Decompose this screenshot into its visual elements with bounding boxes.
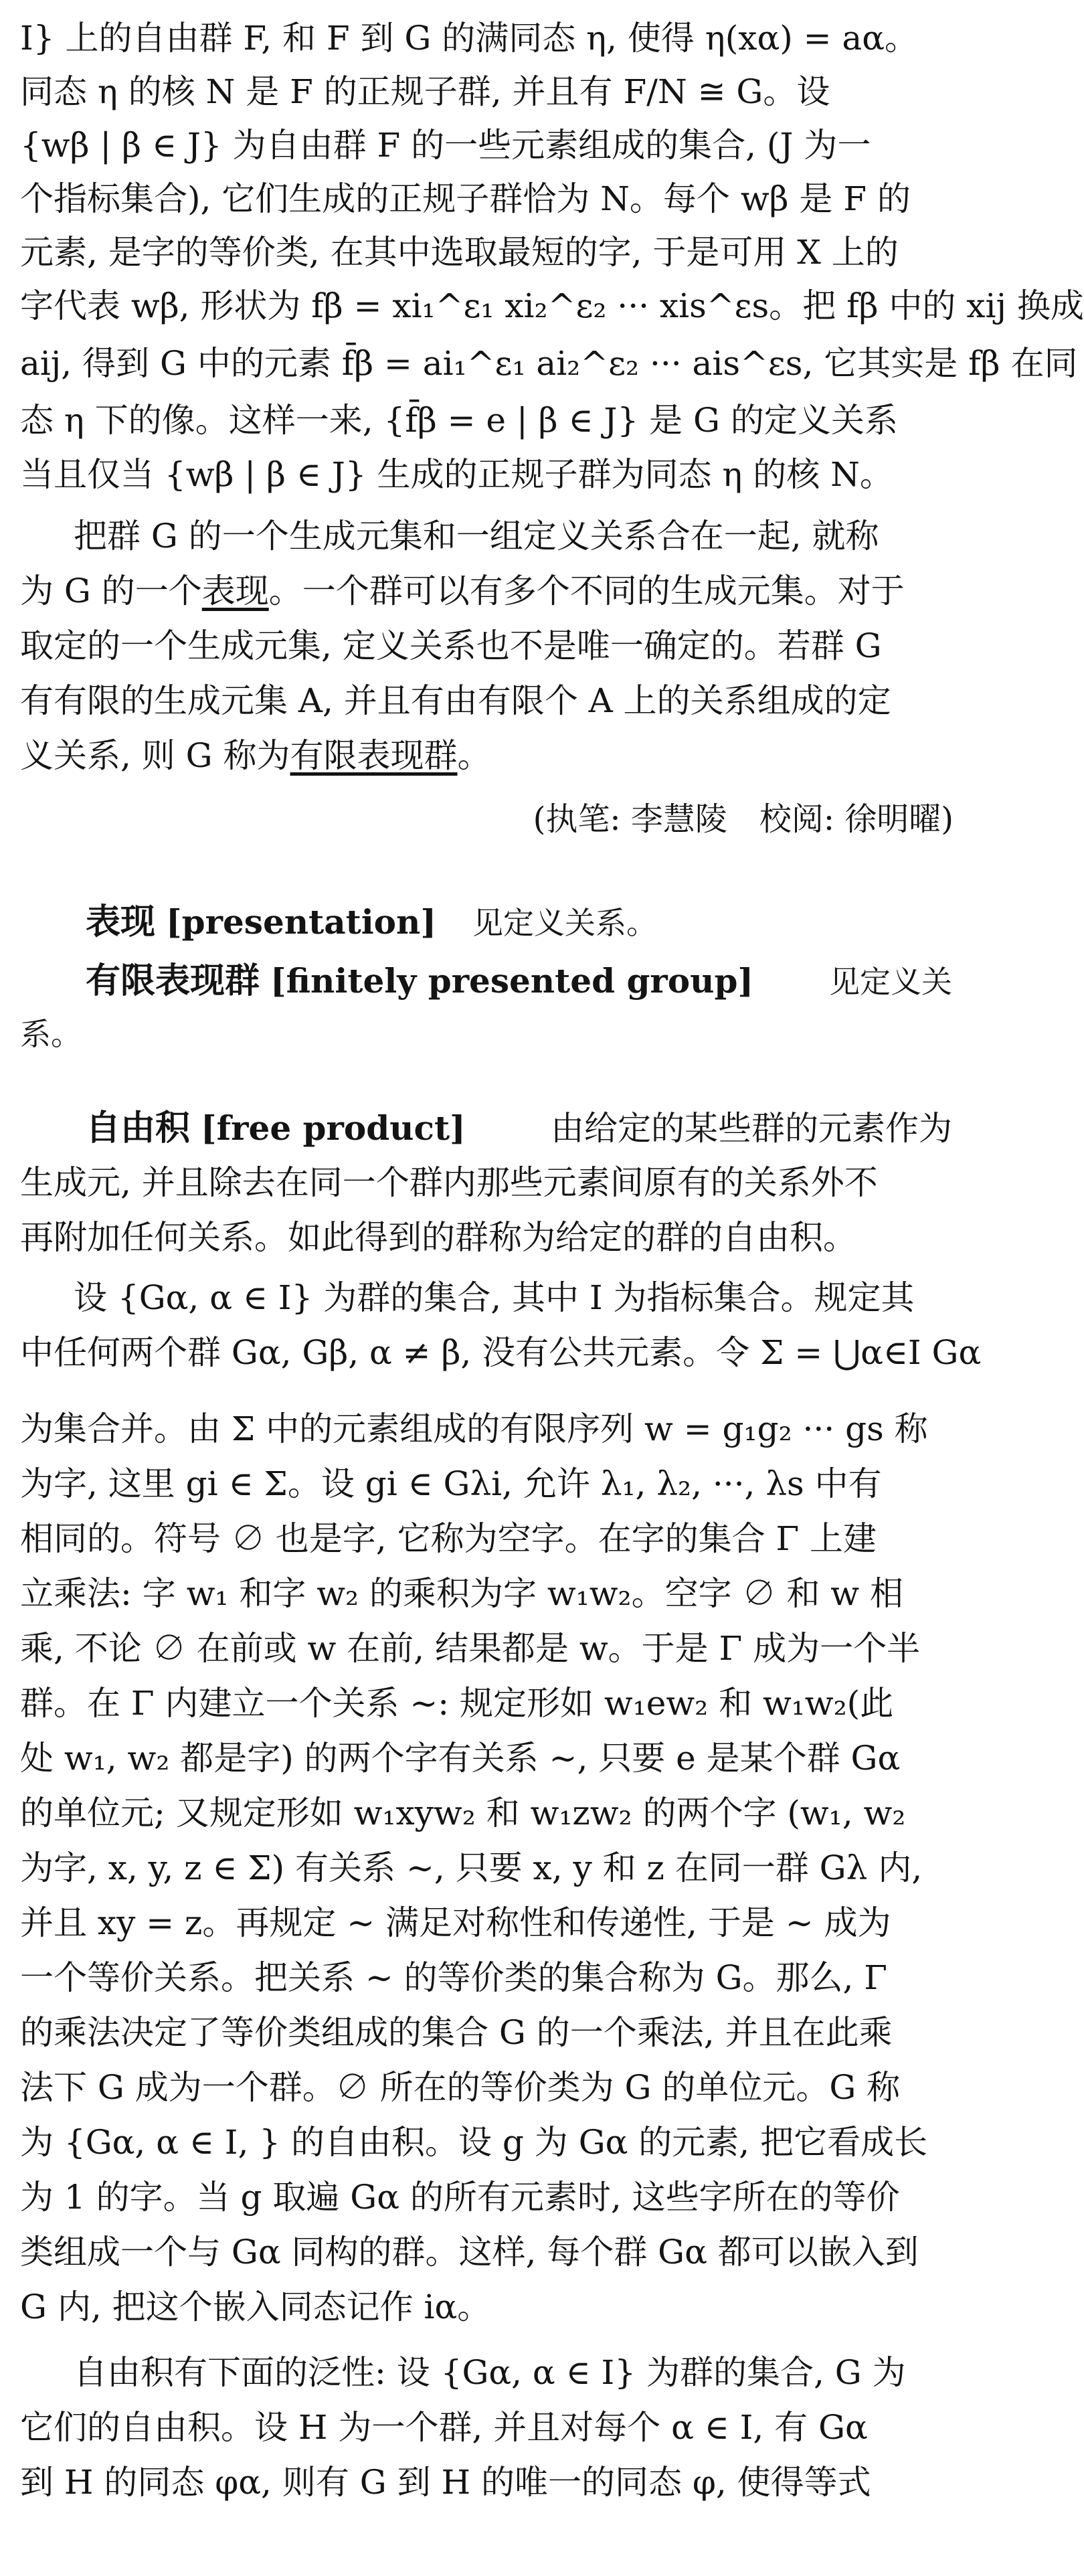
text-line: 相同的。符号 ∅ 也是字, 它称为空字。在字的集合 Γ 上建 [20, 1519, 877, 1558]
text-line: 自由积有下面的泛性: 设 {Gα, α ∈ I} 为群的集合, G 为 [74, 2353, 906, 2392]
text-line: 到 H 的同态 φα, 则有 G 到 H 的唯一的同态 φ, 使得等式 [20, 2463, 871, 2502]
text-line: 字代表 wβ, 形状为 fβ = xi₁^ε₁ xi₂^ε₂ ··· xis^εs。把 fβ 中的 xij 换成 [20, 286, 1084, 325]
entry-term-zh: 自由积 [86, 1108, 191, 1148]
entry-lead-text: 由给定的某些群的元素作为 [551, 1109, 952, 1148]
text-line: 元素, 是字的等价类, 在其中选取最短的字, 于是可用 X 上的 [20, 233, 899, 272]
text-line: 取定的一个生成元集, 定义关系也不是唯一确定的。若群 G [20, 626, 882, 665]
entry-presentation [86, 902, 952, 942]
text-line: 为字, 这里 gi ∈ Σ。设 gi ∈ Gλi, 允许 λ₁, λ₂, ···, λs 中有 [20, 1464, 882, 1503]
entry-term-en: [free product] [201, 1108, 466, 1148]
text-line: 一个等价关系。把关系 ∼ 的等价类的集合称为 G。那么, Γ [20, 1958, 887, 1997]
text-line: 中任何两个群 Gα, Gβ, α ≠ β, 没有公共元素。令 Σ = ⋃α∈I Gα [20, 1333, 982, 1372]
text-line: 的乘法决定了等价类组成的集合 G 的一个乘法, 并且在此乘 [20, 2013, 893, 2052]
entry-term-en: [finitely presented group] [270, 961, 754, 1001]
text-line: I} 上的自由群 F, 和 F 到 G 的满同态 η, 使得 η(xα) = aα。 [20, 19, 918, 58]
text-line: 群。在 Γ 内建立一个关系 ∼: 规定形如 w₁ew₂ 和 w₁w₂(此 [20, 1684, 894, 1723]
text-line: 法下 G 成为一个群。∅ 所在的等价类为 G 的单位元。G 称 [20, 2068, 901, 2107]
entry-see: 见定义关系。 [472, 905, 658, 941]
text-line: 把群 G 的一个生成元集和一组定义关系合在一起, 就称 [74, 517, 879, 555]
text-line: 当且仅当 {wβ | β ∈ J} 生成的正规子群为同态 η 的核 N。 [20, 455, 893, 494]
text-line: 生成元, 并且除去在同一个群内那些元素间原有的关系外不 [20, 1163, 878, 1202]
entry-term-en: [presentation] [166, 902, 437, 942]
text-line: 类组成一个与 Gα 同构的群。这样, 每个群 Gα 都可以嵌入到 [20, 2233, 919, 2271]
entry-see: 见定义关 [829, 964, 952, 1000]
text-line: 为集合并。由 Σ 中的元素组成的有限序列 w = g₁g₂ ··· gs 称 [20, 1409, 928, 1448]
entry-term-zh: 有限表现群 [86, 961, 260, 1001]
entry-term-zh: 表现 [86, 902, 156, 942]
text-line: aij, 得到 G 中的元素 f̄β = ai₁^ε₁ ai₂^ε₂ ··· ais^εs, 它其实是 fβ 在同 [20, 344, 1078, 383]
text-line: 乘, 不论 ∅ 在前或 w 在前, 结果都是 w。于是 Γ 成为一个半 [20, 1629, 921, 1668]
text-line: 再附加任何关系。如此得到的群称为给定的群的自由积。 [20, 1218, 856, 1257]
term-presentation-underlined: 表现 [201, 572, 269, 610]
text-line: 义关系, 则 G 称为 有限表现群 。 [20, 736, 491, 775]
text-line: 为 {Gα, α ∈ I, } 的自由积。设 g 为 Gα 的元素, 把它看成长 [20, 2123, 928, 2162]
text-line: 个指标集合), 它们生成的正规子群恰为 N。每个 wβ 是 F 的 [20, 179, 911, 218]
text-line: 处 w₁, w₂ 都是字) 的两个字有关系 ∼, 只要 e 是某个群 Gα [20, 1739, 901, 1778]
text-line: 设 {Gα, α ∈ I} 为群的集合, 其中 I 为指标集合。规定其 [74, 1278, 915, 1317]
text-line: 为字, x, y, z ∈ Σ) 有关系 ∼, 只要 x, y 和 z 在同一群 Gλ 内, [20, 1849, 923, 1887]
author-signature: (执笔: 李慧陵 校阅: 徐明曜) [533, 800, 954, 838]
term-finitely-presented-underlined: 有限表现群 [290, 736, 458, 775]
entry-free-product [86, 1108, 952, 1148]
text-line: 为 G 的一个 表现 。一个群可以有多个不同的生成元集。对于 [20, 572, 905, 610]
entry-finitely-presented [86, 961, 952, 1001]
text-line: 立乘法: 字 w₁ 和字 w₂ 的乘积为字 w₁w₂。空字 ∅ 和 w 相 [20, 1574, 903, 1613]
text-line: 的单位元; 又规定形如 w₁xyw₂ 和 w₁zw₂ 的两个字 (w₁, w₂ [20, 1794, 906, 1832]
text-line: {wβ | β ∈ J} 为自由群 F 的一些元素组成的集合, (J 为一 [20, 126, 871, 165]
text-line: G 内, 把这个嵌入同态记作 iα。 [20, 2288, 491, 2326]
text-line: 它们的自由积。设 H 为一个群, 并且对每个 α ∈ I, 有 Gα [20, 2408, 868, 2447]
text-line: 并且 xy = z。再规定 ∼ 满足对称性和传递性, 于是 ∼ 成为 [20, 1903, 891, 1942]
text-line: 为 1 的字。当 g 取遍 Gα 的所有元素时, 这些字所在的等价 [20, 2178, 900, 2217]
text-line: 态 η 下的像。这样一来, {f̄β = e | β ∈ J} 是 G 的定义关系 [20, 401, 898, 440]
text-line: 有有限的生成元集 A, 并且有由有限个 A 上的关系组成的定 [20, 681, 891, 720]
text-line: 同态 η 的核 N 是 F 的正规子群, 并且有 F/N ≅ G。设 [20, 72, 830, 111]
text-line: 系。 [20, 1016, 82, 1052]
